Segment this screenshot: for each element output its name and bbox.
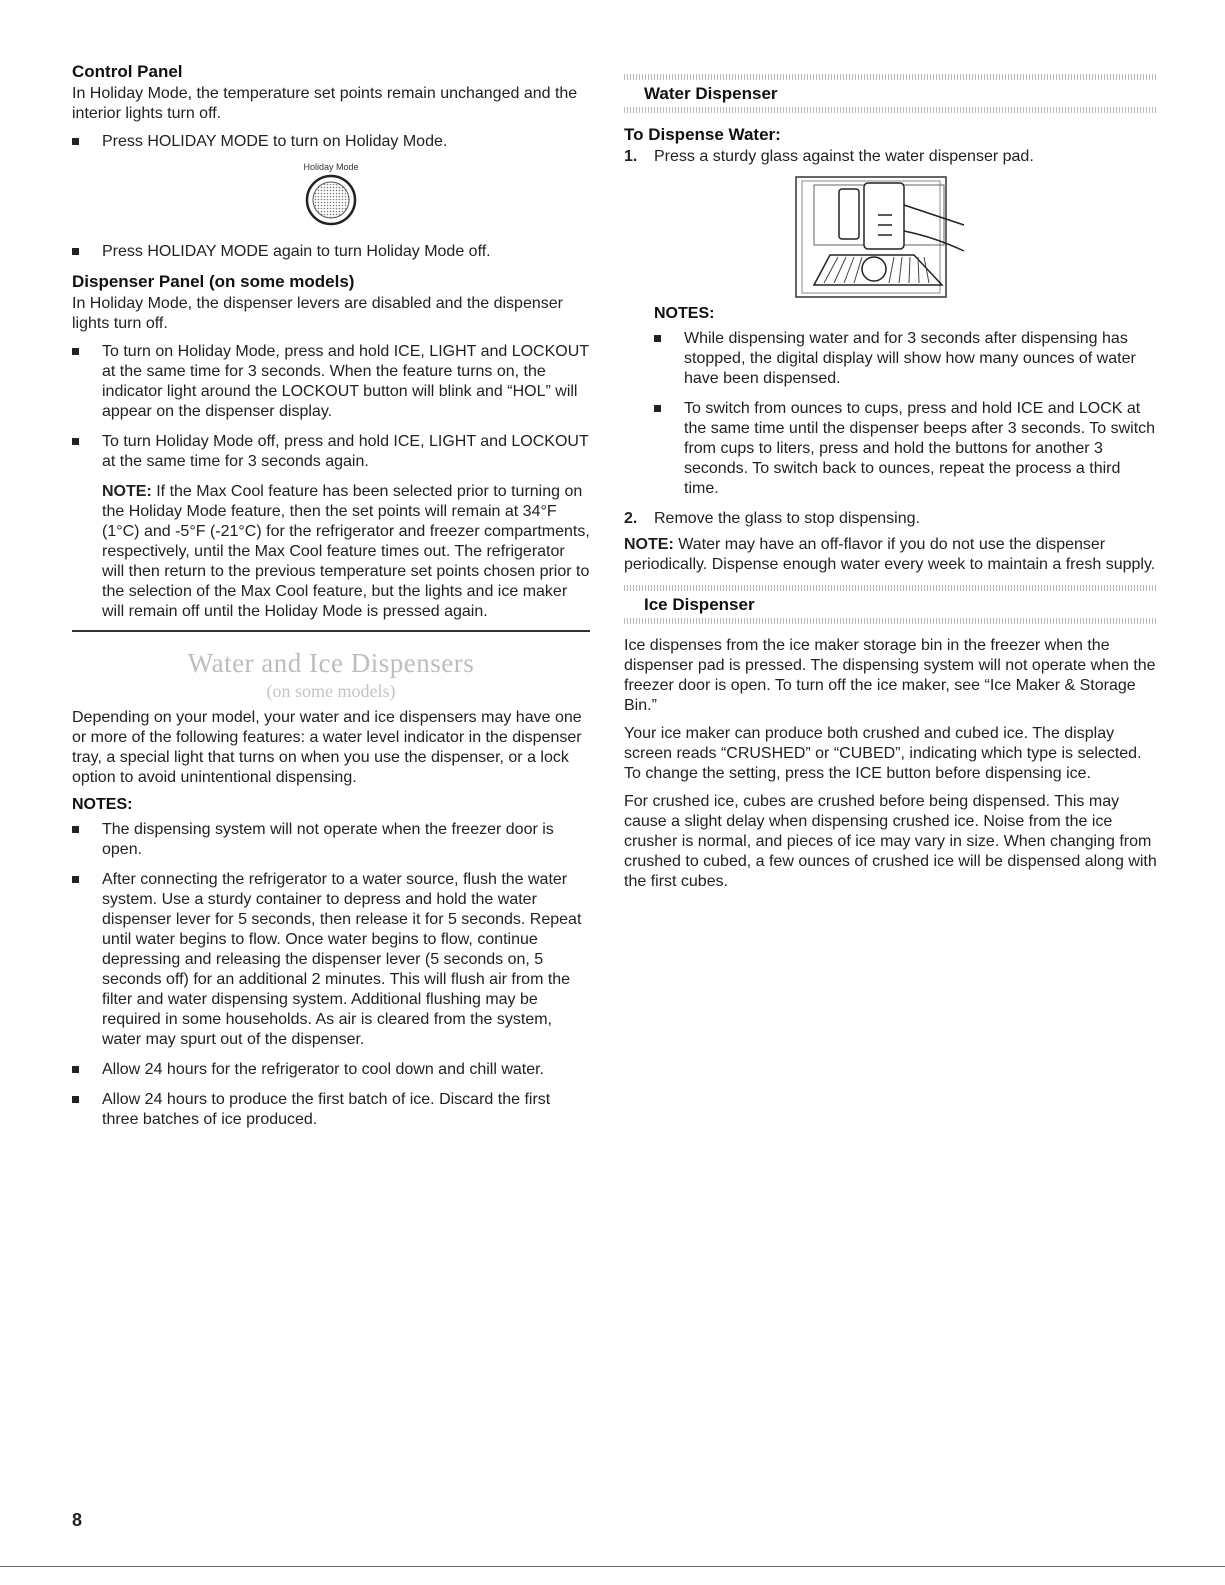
list-item: After connecting the refrigerator to a water source, flush the water system. Use a sturdy container to depress and hold the water dispenser lever for 5 seconds, then release it for 5 seconds. Repeat until water begins to flow. Once water begins to flow, continue depressing and releasing the dispenser lever (5 seconds on, 5 seconds off) for an additional 2 minutes. This will flush air from the filter and water dispensing system. Additional flushing may be required in some households. As air is cleared from the system, water may spurt out of the dispenser. [72,870,590,1050]
note-text: If the Max Cool feature has been selected prior to turning on the Holiday Mode feature, then the set points will remain at 34°F (1°C) and -5°F (-21°C) for the refrigerator and freezer compartments, respectively, until the Max Cool feature times out. The refrigerator will then return to the previous temperature set points chosen prior to the selection of the Max Cool feature, but the lights and ice maker will remain off until the Holiday Mode is pressed again. [102,483,590,620]
step-2 [624,509,1158,529]
water-dispenser-heading: Water Dispenser [644,84,778,103]
page-number: 8 [72,1510,83,1530]
holiday-mode-on-bullet: Press HOLIDAY MODE to turn on Holiday Mode. [72,132,590,152]
band-bottom [624,618,1158,624]
list-item: Allow 24 hours to produce the first batch of ice. Discard the first three batches of ice produced. [72,1090,590,1130]
note-label: NOTE: [624,536,674,553]
bottom-rule [0,1566,1225,1567]
off-flavor-note [624,535,1158,575]
section-title: Water and Ice Dispensers [187,648,475,678]
dispenser-panel-heading: Dispenser Panel (on some models) [72,272,355,291]
note-text: Water may have an off-flavor if you do not use the dispenser periodically. Dispense enough water every week to maintain a fresh supply. [624,536,1156,573]
ice-para: Your ice maker can produce both crushed and cubed ice. The display screen reads “CRUSHED” or “CUBED”, indicating which type is selected. To change the setting, press the ICE button before dispensing ice. [624,725,1142,782]
step-1-text: Press a sturdy glass against the water dispenser pad. [654,148,1034,165]
step-1 [624,147,1158,167]
max-cool-note [72,482,590,622]
notes-label: NOTES: [72,796,133,813]
control-panel-heading: Control Panel [72,62,183,81]
list-item: While dispensing water and for 3 seconds after dispensing has stopped, the digital display will show how many ounces of water have been dispensed. [654,329,1158,389]
right-column [624,74,1158,900]
holiday-mode-button-icon [305,174,357,226]
step-2-text: Remove the glass to stop dispensing. [654,510,920,527]
holiday-mode-button-label: Holiday Mode [303,162,359,172]
notes-block [624,305,1158,499]
notes-label: NOTES: [654,305,715,322]
band-top [624,74,1158,80]
section-subtitle: (on some models) [266,681,396,701]
dispenser-holiday-on-bullet: To turn on Holiday Mode, press and hold ICE, LIGHT and LOCKOUT at the same time for 3 seconds. When the feature turns on, the indicator light around the LOCKOUT button will blink and “HOL” will appear on the dispenser display. [72,342,590,422]
step-1-number: 1. [624,148,638,165]
holiday-mode-off-bullet: Press HOLIDAY MODE again to turn Holiday Mode off. [72,242,590,262]
step-2-number: 2. [624,510,638,527]
dispense-water-subheading: To Dispense Water: [624,125,781,144]
band-top [624,585,1158,591]
water-ice-intro: Depending on your model, your water and ice dispensers may have one or more of the following features: a water level indicator in the dispenser tray, a special light that turns on when you use the dispenser, or a lock option to avoid unintentional dispensing. [72,709,582,786]
left-column [72,62,590,1140]
section-divider [72,630,590,632]
list-item: The dispensing system will not operate when the freezer door is open. [72,820,590,860]
ice-para: For crushed ice, cubes are crushed before being dispensed. This may cause a slight delay when dispensing crushed ice. Noise from the ice crusher is normal, and pieces of ice may vary in size. When changing from crushed to cubed, a few ounces of crushed ice will be dispensed along with the first cubes. [624,793,1157,890]
control-panel-intro: In Holiday Mode, the temperature set points remain unchanged and the interior lights turn off. [72,85,578,122]
dispenser-holiday-off-bullet: To turn Holiday Mode off, press and hold ICE, LIGHT and LOCKOUT at the same time for 3 seconds again. [72,432,590,472]
list-item: Allow 24 hours for the refrigerator to cool down and chill water. [72,1060,590,1080]
list-item: To switch from ounces to cups, press and hold ICE and LOCK at the same time until the dispenser beeps after 3 seconds. To switch from cups to liters, press and hold the buttons for another 3 seconds. To switch back to ounces, repeat the process a third time. [654,399,1158,499]
water-dispenser-illustration [794,175,974,301]
band-bottom [624,107,1158,113]
dispenser-panel-intro: In Holiday Mode, the dispenser levers are disabled and the dispenser lights turn off. [72,295,563,332]
ice-dispenser-heading: Ice Dispenser [644,595,755,614]
note-label: NOTE: [102,483,152,500]
ice-para: Ice dispenses from the ice maker storage bin in the freezer when the dispenser pad is pressed. The dispensing system will not operate when the freezer door is open. To turn off the ice maker, see “Ice Maker & Storage Bin.” [624,637,1156,714]
